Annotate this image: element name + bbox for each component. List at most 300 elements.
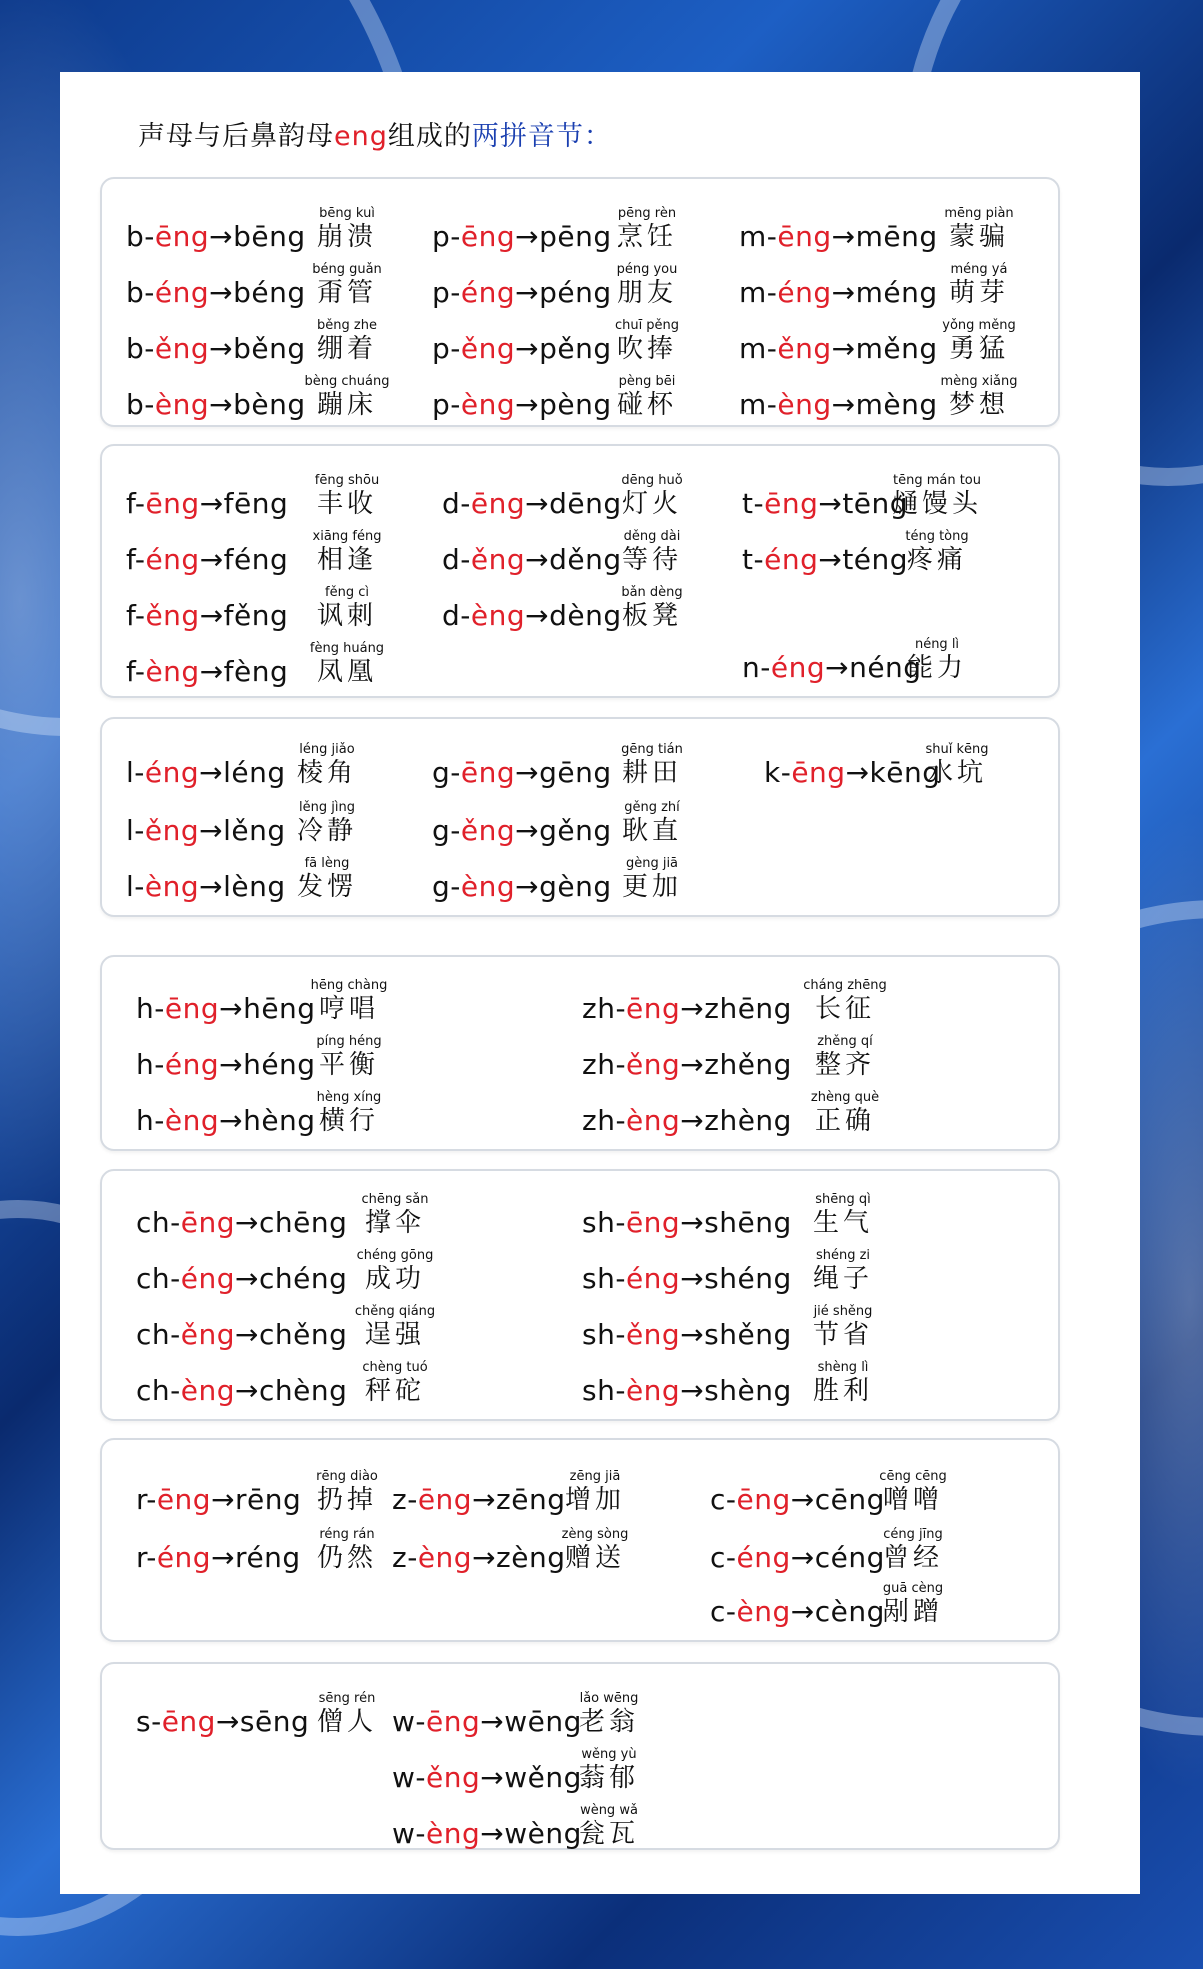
final: éng bbox=[164, 1048, 220, 1081]
example-word: 逞强 bbox=[364, 1320, 425, 1350]
final: éng bbox=[770, 651, 826, 684]
syllable-spelling bbox=[136, 1318, 347, 1351]
final: ěng bbox=[460, 332, 516, 365]
combined-syllable: zèng bbox=[496, 1541, 566, 1574]
initial: b- bbox=[126, 388, 155, 421]
arrow-icon: → bbox=[790, 1595, 815, 1628]
arrow-icon: → bbox=[825, 651, 850, 684]
syllable-entry bbox=[432, 795, 727, 851]
arrow-icon: → bbox=[211, 1483, 236, 1516]
arrow-icon: → bbox=[831, 276, 856, 309]
syllable-entry bbox=[432, 201, 722, 257]
final: éng bbox=[154, 276, 210, 309]
word-pinyin: réng rán bbox=[319, 1527, 375, 1542]
example-word: 扔掉 bbox=[316, 1485, 377, 1515]
syllable-spelling bbox=[432, 332, 612, 365]
combined-syllable: fèng bbox=[223, 655, 289, 688]
syllable-entry bbox=[432, 257, 722, 313]
syllable-entry bbox=[582, 1355, 918, 1411]
initial: s- bbox=[136, 1705, 162, 1738]
initial: p- bbox=[432, 332, 461, 365]
arrow-icon: → bbox=[209, 276, 234, 309]
example-word: 蓊郁 bbox=[578, 1763, 639, 1793]
final: ēng bbox=[460, 220, 516, 253]
word-pinyin: píng héng bbox=[316, 1034, 382, 1049]
word-pinyin: zhěng qí bbox=[817, 1034, 873, 1049]
final: ēng bbox=[426, 1705, 481, 1738]
combined-syllable: dèng bbox=[549, 599, 622, 632]
syllable-group-card bbox=[100, 1662, 1060, 1850]
initial: d- bbox=[442, 543, 471, 576]
syllable-spelling bbox=[136, 1048, 316, 1081]
arrow-icon: → bbox=[680, 1374, 705, 1407]
combined-syllable: wēng bbox=[504, 1705, 582, 1738]
syllable-spelling bbox=[136, 1541, 301, 1574]
example-word: 熥馒头 bbox=[892, 489, 983, 519]
example-word: 僧人 bbox=[316, 1707, 377, 1737]
initial: l- bbox=[126, 756, 145, 789]
initial: f- bbox=[126, 599, 146, 632]
word-pinyin: chuī pěng bbox=[614, 318, 680, 333]
final: ēng bbox=[460, 756, 516, 789]
syllable-spelling bbox=[442, 543, 622, 576]
arrow-icon: → bbox=[199, 655, 224, 688]
syllable-entry bbox=[126, 313, 422, 369]
example-word: 老翁 bbox=[578, 1707, 639, 1737]
final: èng bbox=[626, 1104, 681, 1137]
word-pinyin: shuǐ kēng bbox=[925, 742, 989, 757]
combined-syllable: néng bbox=[849, 651, 922, 684]
arrow-icon: → bbox=[680, 992, 705, 1025]
example-word: 曾经 bbox=[882, 1543, 943, 1573]
example-word: 疼痛 bbox=[906, 545, 967, 575]
title-part3: 两拼音节： bbox=[471, 121, 612, 152]
syllable-spelling bbox=[136, 1705, 309, 1738]
initial: c- bbox=[710, 1595, 737, 1628]
arrow-icon: → bbox=[219, 1048, 244, 1081]
combined-syllable: dēng bbox=[549, 487, 622, 520]
combined-syllable: cēng bbox=[814, 1483, 885, 1516]
syllable-spelling bbox=[739, 276, 938, 309]
word-pinyin: lěng jìng bbox=[299, 800, 355, 815]
example-word: 绳子 bbox=[812, 1264, 873, 1294]
final: ēng bbox=[736, 1483, 791, 1516]
final: èng bbox=[417, 1541, 473, 1574]
word-pinyin: wěng yù bbox=[581, 1747, 637, 1762]
example-word: 平衡 bbox=[318, 1050, 379, 1080]
syllable-entry bbox=[126, 636, 422, 692]
combined-syllable: wěng bbox=[504, 1761, 582, 1794]
final: éng bbox=[180, 1262, 235, 1295]
initial: sh- bbox=[582, 1374, 626, 1407]
arrow-icon: → bbox=[215, 1705, 240, 1738]
syllable-spelling bbox=[392, 1541, 565, 1574]
example-word: 板凳 bbox=[621, 601, 682, 631]
word-pinyin: hēng chàng bbox=[310, 978, 388, 993]
example-word: 水坑 bbox=[926, 758, 987, 788]
syllable-spelling bbox=[126, 332, 306, 365]
arrow-icon: → bbox=[211, 1541, 236, 1574]
example-word: 朋友 bbox=[616, 278, 677, 308]
word-pinyin: yǒng měng bbox=[942, 318, 1016, 333]
syllable-group-card bbox=[100, 955, 1060, 1151]
syllable-entry bbox=[392, 1464, 670, 1520]
word-pinyin: dēng huǒ bbox=[621, 473, 683, 488]
initial: ch- bbox=[136, 1262, 181, 1295]
word-pinyin: gèng jiā bbox=[625, 856, 679, 871]
initial: h- bbox=[136, 1104, 165, 1137]
syllable-spelling bbox=[582, 1048, 792, 1081]
combined-syllable: fēng bbox=[223, 487, 289, 520]
example-word: 相逢 bbox=[316, 545, 377, 575]
word-pinyin: wèng wǎ bbox=[580, 1803, 638, 1818]
final: èng bbox=[154, 388, 210, 421]
word-pinyin: pèng bēi bbox=[618, 374, 676, 389]
syllable-spelling bbox=[392, 1817, 582, 1850]
syllable-entry bbox=[442, 580, 727, 636]
arrow-icon: → bbox=[831, 220, 856, 253]
example-word: 灯火 bbox=[621, 489, 682, 519]
initial: z- bbox=[392, 1483, 418, 1516]
combined-syllable: chéng bbox=[258, 1262, 348, 1295]
arrow-icon: → bbox=[209, 332, 234, 365]
example-word: 成功 bbox=[364, 1264, 425, 1294]
syllable-spelling bbox=[442, 487, 622, 520]
arrow-icon: → bbox=[680, 1262, 705, 1295]
initial: sh- bbox=[582, 1206, 626, 1239]
initial: w- bbox=[392, 1761, 427, 1794]
word-pinyin: cēng cēng bbox=[879, 1469, 947, 1484]
syllable-spelling bbox=[136, 992, 316, 1025]
arrow-icon: → bbox=[472, 1541, 497, 1574]
final: éng bbox=[777, 276, 832, 309]
syllable-entry bbox=[442, 524, 727, 580]
combined-syllable: féng bbox=[223, 543, 289, 576]
syllable-entry bbox=[136, 1299, 470, 1355]
word-pinyin: chěng qiáng bbox=[354, 1304, 436, 1319]
arrow-icon: → bbox=[199, 870, 224, 903]
combined-syllable: děng bbox=[549, 543, 622, 576]
initial: h- bbox=[136, 1048, 165, 1081]
syllable-spelling bbox=[392, 1705, 582, 1738]
final: èng bbox=[625, 1374, 681, 1407]
syllable-entry bbox=[136, 1029, 424, 1085]
final: éng bbox=[736, 1541, 791, 1574]
syllable-spelling bbox=[126, 814, 286, 847]
word-pinyin: xiāng féng bbox=[312, 529, 382, 544]
syllable-entry bbox=[582, 1085, 920, 1141]
example-word: 仍然 bbox=[316, 1543, 377, 1573]
arrow-icon: → bbox=[219, 1104, 244, 1137]
syllable-entry bbox=[126, 737, 402, 793]
word-pinyin: méng yá bbox=[950, 262, 1008, 277]
final: ēng bbox=[470, 487, 526, 520]
final: ěng bbox=[144, 814, 200, 847]
word-pinyin: fā lèng bbox=[304, 856, 350, 871]
combined-syllable: mèng bbox=[855, 388, 938, 421]
initial: w- bbox=[392, 1705, 427, 1738]
syllable-spelling bbox=[739, 332, 938, 365]
word-pinyin: bèng chuáng bbox=[304, 374, 390, 389]
syllable-entry bbox=[126, 851, 402, 907]
example-word: 正确 bbox=[814, 1106, 875, 1136]
word-pinyin: péng you bbox=[616, 262, 678, 277]
initial: m- bbox=[739, 388, 778, 421]
syllable-spelling bbox=[432, 870, 612, 903]
combined-syllable: bèng bbox=[233, 388, 306, 421]
initial: ch- bbox=[136, 1318, 181, 1351]
example-word: 讽刺 bbox=[316, 601, 377, 631]
initial: ch- bbox=[136, 1374, 181, 1407]
example-word: 碰杯 bbox=[616, 390, 677, 420]
word-pinyin: mèng xiǎng bbox=[940, 374, 1018, 389]
arrow-icon: → bbox=[515, 332, 540, 365]
word-pinyin: běng zhe bbox=[317, 318, 377, 333]
arrow-icon: → bbox=[515, 276, 540, 309]
word-pinyin: léng jiǎo bbox=[299, 742, 355, 757]
example-word: 绷着 bbox=[316, 334, 377, 364]
arrow-icon: → bbox=[235, 1318, 259, 1351]
final: ēng bbox=[145, 487, 200, 520]
arrow-icon: → bbox=[515, 870, 540, 903]
arrow-icon: → bbox=[209, 388, 234, 421]
word-pinyin: néng lì bbox=[914, 637, 960, 652]
arrow-icon: → bbox=[480, 1761, 505, 1794]
combined-syllable: méng bbox=[855, 276, 938, 309]
final: èng bbox=[460, 870, 516, 903]
combined-syllable: péng bbox=[539, 276, 612, 309]
example-word: 能力 bbox=[906, 653, 967, 683]
combined-syllable: zhěng bbox=[704, 1048, 792, 1081]
word-pinyin: hèng xíng bbox=[316, 1090, 382, 1105]
final: éng bbox=[145, 543, 200, 576]
final: ěng bbox=[426, 1761, 481, 1794]
initial: w- bbox=[392, 1817, 427, 1850]
word-pinyin: bǎn dèng bbox=[621, 585, 683, 600]
word-pinyin: fēng shōu bbox=[314, 473, 380, 488]
combined-syllable: wèng bbox=[504, 1817, 582, 1850]
syllable-spelling bbox=[432, 814, 612, 847]
arrow-icon: → bbox=[790, 1541, 815, 1574]
initial: z- bbox=[392, 1541, 418, 1574]
final: èng bbox=[164, 1104, 220, 1137]
initial: zh- bbox=[582, 1104, 627, 1137]
example-word: 横行 bbox=[318, 1106, 379, 1136]
syllable-entry bbox=[126, 468, 422, 524]
word-pinyin: shēng qì bbox=[815, 1192, 871, 1207]
initial: g- bbox=[432, 870, 461, 903]
syllable-spelling bbox=[136, 1206, 347, 1239]
final: èng bbox=[144, 870, 200, 903]
final: èng bbox=[426, 1817, 481, 1850]
combined-syllable: lèng bbox=[223, 870, 286, 903]
combined-syllable: zēng bbox=[496, 1483, 566, 1516]
final: éng bbox=[156, 1541, 212, 1574]
arrow-icon: → bbox=[480, 1817, 505, 1850]
initial: m- bbox=[739, 332, 778, 365]
initial: f- bbox=[126, 487, 146, 520]
syllable-entry bbox=[710, 1464, 988, 1520]
initial: m- bbox=[739, 276, 778, 309]
final: èng bbox=[777, 388, 832, 421]
syllable-entry bbox=[392, 1686, 684, 1742]
example-word: 生气 bbox=[812, 1208, 873, 1238]
initial: ch- bbox=[136, 1206, 181, 1239]
example-word: 撑伞 bbox=[364, 1208, 425, 1238]
syllable-entry bbox=[392, 1742, 684, 1798]
syllable-entry bbox=[126, 257, 422, 313]
syllable-spelling bbox=[126, 543, 288, 576]
combined-syllable: hēng bbox=[243, 992, 316, 1025]
arrow-icon: → bbox=[199, 487, 224, 520]
final: ēng bbox=[417, 1483, 473, 1516]
combined-syllable: pèng bbox=[539, 388, 612, 421]
example-word: 更加 bbox=[621, 872, 682, 902]
final: ēng bbox=[791, 756, 846, 789]
word-pinyin: téng tòng bbox=[905, 529, 969, 544]
syllable-entry bbox=[432, 737, 727, 793]
syllable-entry bbox=[739, 201, 1054, 257]
final: ěng bbox=[625, 1318, 681, 1351]
arrow-icon: → bbox=[818, 543, 843, 576]
initial: t- bbox=[742, 487, 765, 520]
syllable-spelling bbox=[392, 1761, 582, 1794]
combined-syllable: lěng bbox=[223, 814, 286, 847]
syllable-entry bbox=[136, 973, 424, 1029]
initial: d- bbox=[442, 487, 471, 520]
combined-syllable: rēng bbox=[235, 1483, 302, 1516]
final: éng bbox=[460, 276, 516, 309]
syllable-entry bbox=[432, 851, 727, 907]
initial: f- bbox=[126, 655, 146, 688]
syllable-spelling bbox=[432, 388, 612, 421]
syllable-spelling bbox=[582, 1318, 792, 1351]
example-word: 吹捧 bbox=[616, 334, 677, 364]
arrow-icon: → bbox=[480, 1705, 505, 1738]
syllable-spelling bbox=[136, 1483, 301, 1516]
combined-syllable: zhèng bbox=[704, 1104, 792, 1137]
arrow-icon: → bbox=[818, 487, 843, 520]
example-word: 增加 bbox=[564, 1485, 625, 1515]
syllable-spelling bbox=[126, 599, 288, 632]
initial: l- bbox=[126, 814, 145, 847]
final: èng bbox=[736, 1595, 791, 1628]
example-word: 冷静 bbox=[296, 816, 357, 846]
example-word: 哼唱 bbox=[318, 994, 379, 1024]
combined-syllable: fěng bbox=[223, 599, 289, 632]
arrow-icon: → bbox=[525, 487, 550, 520]
final: ēng bbox=[156, 1483, 212, 1516]
syllable-entry bbox=[442, 468, 727, 524]
combined-syllable: téng bbox=[842, 543, 909, 576]
syllable-spelling bbox=[432, 276, 612, 309]
syllable-spelling bbox=[126, 756, 286, 789]
example-word: 长征 bbox=[814, 994, 875, 1024]
title-part1: 声母与后鼻韵母 bbox=[138, 121, 334, 152]
syllable-spelling bbox=[739, 220, 938, 253]
syllable-entry bbox=[710, 1522, 988, 1578]
syllable-spelling bbox=[742, 543, 908, 576]
syllable-group-card bbox=[100, 444, 1060, 698]
final: ēng bbox=[777, 220, 832, 253]
example-word: 赠送 bbox=[564, 1543, 625, 1573]
final: éng bbox=[764, 543, 819, 576]
combined-syllable: shèng bbox=[704, 1374, 792, 1407]
syllable-entry bbox=[136, 1355, 470, 1411]
syllable-spelling bbox=[710, 1483, 885, 1516]
final: ěng bbox=[460, 814, 516, 847]
combined-syllable: chèng bbox=[258, 1374, 348, 1407]
syllable-entry bbox=[742, 468, 1012, 524]
final: éng bbox=[144, 756, 200, 789]
syllable-entry bbox=[126, 524, 422, 580]
word-pinyin: pēng rèn bbox=[617, 206, 677, 221]
arrow-icon: → bbox=[199, 756, 224, 789]
combined-syllable: gěng bbox=[539, 814, 612, 847]
initial: h- bbox=[136, 992, 165, 1025]
arrow-icon: → bbox=[515, 220, 540, 253]
word-pinyin: gěng zhí bbox=[624, 800, 680, 815]
syllable-entry bbox=[739, 313, 1054, 369]
combined-syllable: réng bbox=[235, 1541, 301, 1574]
example-word: 节省 bbox=[812, 1320, 873, 1350]
combined-syllable: měng bbox=[855, 332, 938, 365]
title-part2: 组成的 bbox=[387, 121, 472, 152]
syllable-group-card bbox=[100, 177, 1060, 427]
initial: k- bbox=[764, 756, 792, 789]
syllable-entry bbox=[136, 1085, 424, 1141]
example-word: 甭管 bbox=[316, 278, 377, 308]
word-pinyin: bēng kuì bbox=[319, 206, 375, 221]
example-word: 崩溃 bbox=[316, 222, 377, 252]
syllable-entry bbox=[136, 1243, 470, 1299]
initial: zh- bbox=[582, 1048, 627, 1081]
combined-syllable: sēng bbox=[239, 1705, 310, 1738]
combined-syllable: léng bbox=[223, 756, 286, 789]
combined-syllable: běng bbox=[233, 332, 306, 365]
syllable-entry bbox=[582, 1299, 918, 1355]
initial: sh- bbox=[582, 1262, 626, 1295]
final: ěng bbox=[777, 332, 832, 365]
initial: d- bbox=[442, 599, 471, 632]
final: ēng bbox=[154, 220, 210, 253]
syllable-entry bbox=[392, 1798, 684, 1854]
arrow-icon: → bbox=[680, 1104, 705, 1137]
initial: m- bbox=[739, 220, 778, 253]
combined-syllable: chěng bbox=[258, 1318, 348, 1351]
word-pinyin: gēng tián bbox=[621, 742, 683, 757]
syllable-entry bbox=[582, 973, 920, 1029]
initial: g- bbox=[432, 814, 461, 847]
syllable-entry bbox=[136, 1187, 470, 1243]
initial: n- bbox=[742, 651, 771, 684]
syllable-spelling bbox=[710, 1541, 885, 1574]
example-word: 瓮瓦 bbox=[578, 1819, 639, 1849]
syllable-entry bbox=[126, 369, 422, 425]
syllable-group-card bbox=[100, 1438, 1060, 1642]
combined-syllable: shéng bbox=[704, 1262, 792, 1295]
example-word: 萌芽 bbox=[948, 278, 1009, 308]
worksheet-page bbox=[60, 72, 1140, 1894]
combined-syllable: zhēng bbox=[704, 992, 792, 1025]
arrow-icon: → bbox=[515, 814, 540, 847]
combined-syllable: bēng bbox=[233, 220, 306, 253]
arrow-icon: → bbox=[199, 543, 224, 576]
final: ēng bbox=[180, 1206, 235, 1239]
syllable-entry bbox=[764, 737, 1032, 793]
syllable-spelling bbox=[432, 756, 612, 789]
initial: r- bbox=[136, 1483, 157, 1516]
